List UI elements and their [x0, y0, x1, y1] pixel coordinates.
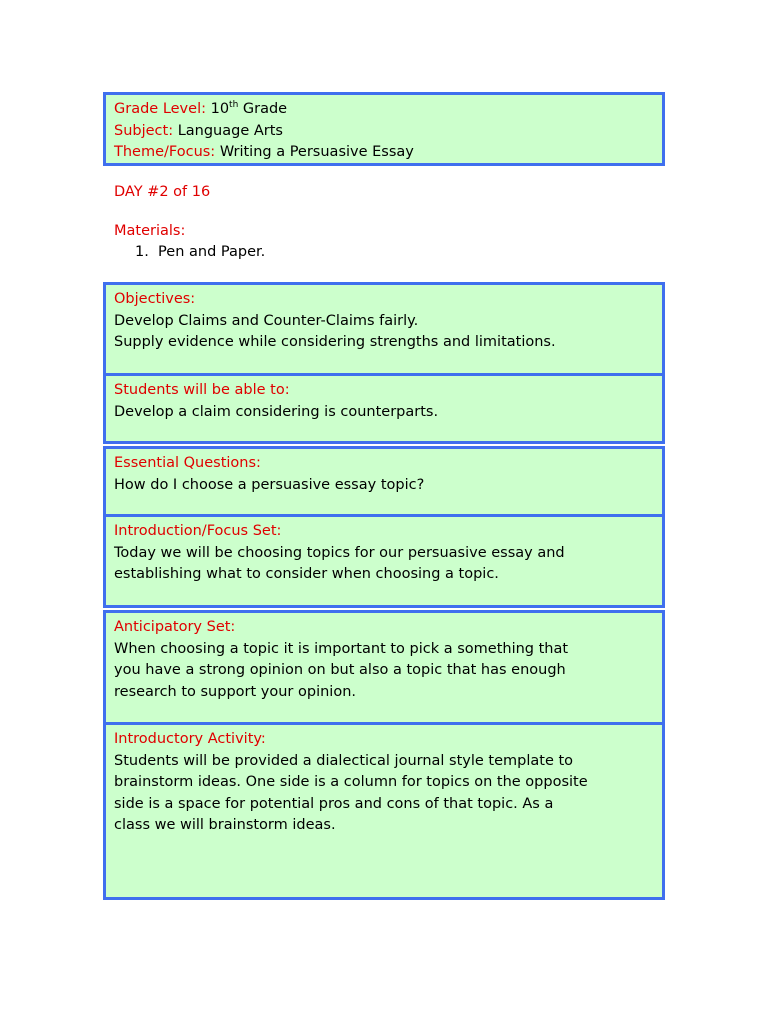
subject-value: Language Arts: [177, 122, 283, 139]
grade-level-word: Grade: [242, 101, 288, 117]
introduction-label: Introduction/Focus Set:: [114, 523, 282, 539]
introductory-activity-line: brainstorm ideas. One side is a column for topics on the opposite: [114, 774, 588, 790]
introduction-box: [103, 514, 665, 608]
essential-questions-line: How do I choose a persuasive essay topic?: [114, 476, 425, 493]
swbat-box: [103, 373, 665, 444]
introductory-activity-line: side is a space for potential pros and cons of that topic. As a: [114, 795, 554, 812]
swbat-label: Students will be able to:: [114, 382, 290, 398]
day-counter: DAY #2 of 16: [114, 184, 211, 200]
anticipatory-line: you have a strong opinion on but also a topic that has enough: [114, 662, 566, 678]
objectives-line: Develop Claims and Counter-Claims fairly.: [114, 312, 419, 329]
subject-label: Subject:: [114, 122, 174, 139]
theme-value: Writing a Persuasive Essay: [219, 144, 414, 160]
anticipatory-box: [103, 610, 665, 725]
grade-level-row: [114, 99, 654, 121]
grade-level-suffix: th: [229, 100, 239, 110]
introductory-activity-line: class we will brainstorm ideas.: [114, 817, 336, 833]
introductory-activity-box: [103, 722, 665, 900]
objectives-line: Supply evidence while considering strengths and limitations.: [114, 334, 556, 350]
introductory-activity-label: Introductory Activity:: [114, 731, 266, 747]
swbat-line: Develop a claim considering is counterparts.: [114, 403, 439, 420]
anticipatory-line: research to support your opinion.: [114, 683, 356, 700]
theme-label: Theme/Focus:: [114, 144, 216, 160]
objectives-label: Objectives:: [114, 291, 196, 307]
grade-level-number: 10: [210, 101, 230, 117]
introduction-line: establishing what to consider when choosing a topic.: [114, 566, 499, 582]
objectives-box: [103, 282, 665, 376]
header-box: [103, 92, 665, 166]
anticipatory-line: When choosing a topic it is important to pick a something that: [114, 640, 569, 657]
materials-item: 1. Pen and Paper.: [135, 244, 266, 260]
subject-row: [114, 121, 654, 143]
introductory-activity-line: Students will be provided a dialectical journal style template to: [114, 752, 574, 769]
essential-questions-label: Essential Questions:: [114, 455, 261, 471]
essential-questions-box: [103, 446, 665, 517]
materials-label: Materials:: [114, 223, 186, 239]
anticipatory-label: Anticipatory Set:: [114, 619, 236, 635]
theme-row: [114, 142, 654, 164]
grade-level-label: Grade Level:: [114, 101, 206, 117]
introduction-line: Today we will be choosing topics for our persuasive essay and: [114, 544, 565, 561]
